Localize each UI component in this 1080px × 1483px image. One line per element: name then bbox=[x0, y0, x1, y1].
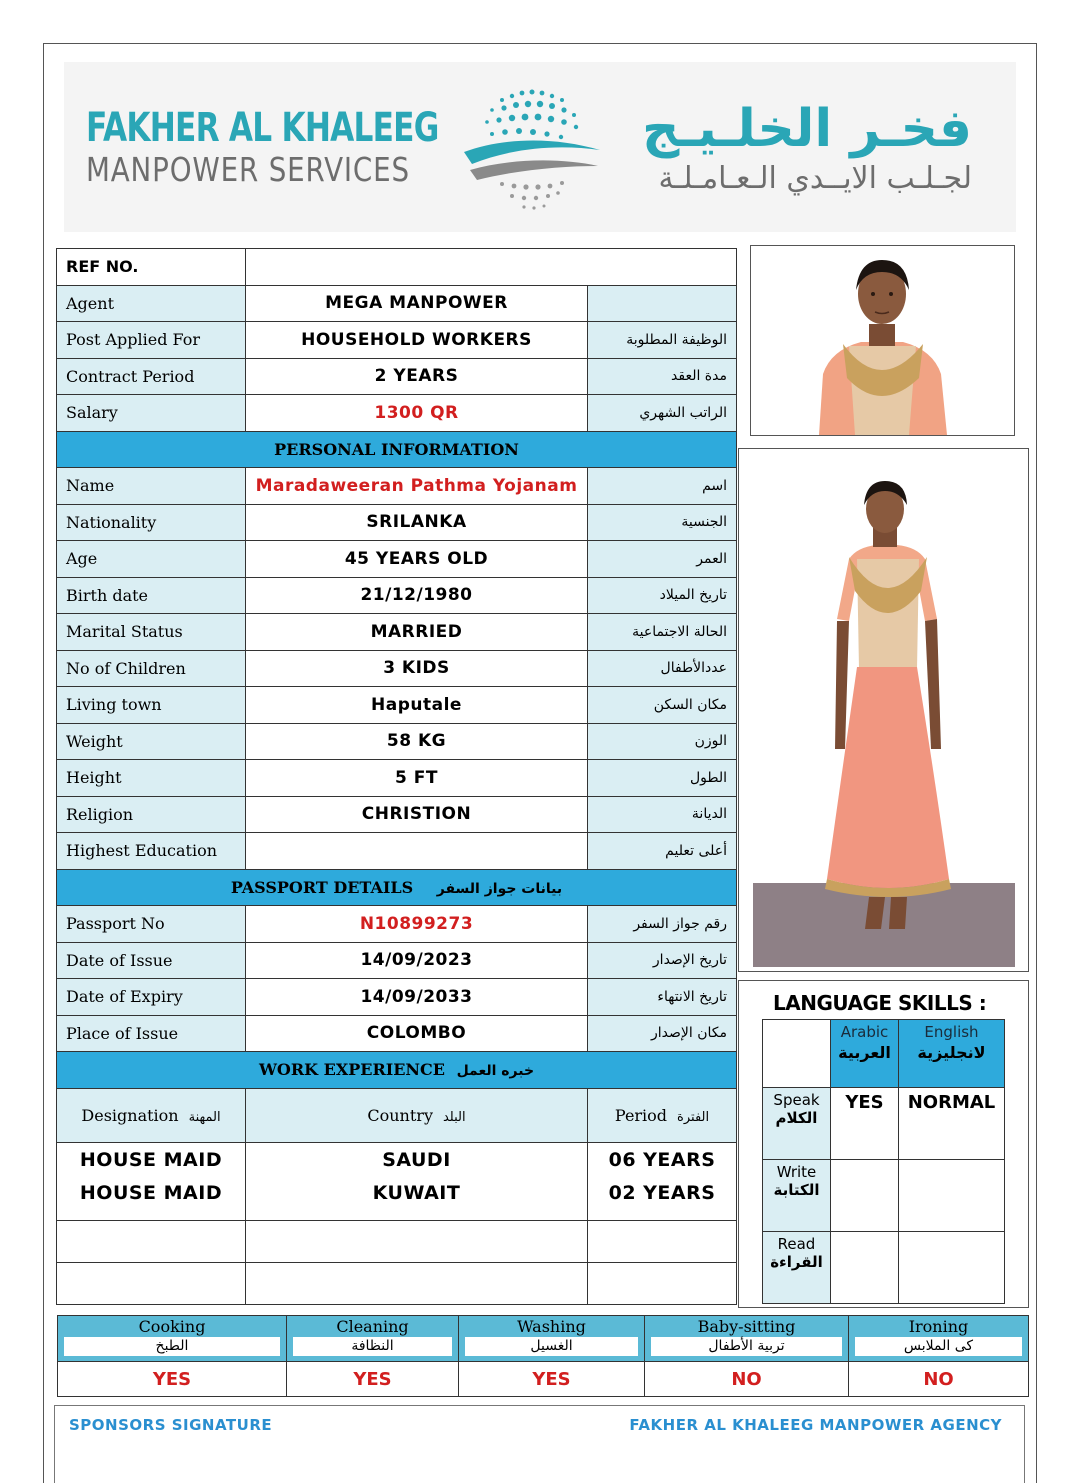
place-of-issue-value: COLOMBO bbox=[246, 1015, 588, 1052]
age-label: Age bbox=[57, 541, 246, 578]
speak-label: Speak الكلام bbox=[763, 1088, 831, 1160]
passport-row bbox=[57, 979, 737, 1016]
living-town-label: Living town bbox=[57, 687, 246, 724]
marital-status-label-ar: الحالة الاجتماعية bbox=[588, 614, 737, 651]
personal-row bbox=[57, 541, 737, 578]
personal-row bbox=[57, 687, 737, 724]
children-value: 3 KIDS bbox=[246, 650, 588, 687]
work-row bbox=[57, 1178, 737, 1220]
passport-title-en: PASSPORT DETAILS bbox=[230, 877, 414, 897]
birth-date-label: Birth date bbox=[57, 577, 246, 614]
work-experience-heading bbox=[57, 1052, 737, 1089]
agency-signature-label: FAKHER AL KHALEEG MANPOWER AGENCY bbox=[629, 1416, 1002, 1434]
issue-date-label-ar: تاريخ الإصدار bbox=[588, 942, 737, 979]
read-row bbox=[763, 1232, 1005, 1304]
education-value bbox=[246, 833, 588, 870]
job-row bbox=[57, 358, 737, 395]
salary-value: 1300 QR bbox=[246, 395, 588, 432]
full-body-photo-image bbox=[739, 449, 1028, 971]
skill-ironing-header: Ironing كى الملابس bbox=[849, 1316, 1029, 1362]
write-english-level bbox=[899, 1160, 1005, 1232]
agent-label: Agent bbox=[57, 285, 246, 322]
skill-washing-value: YES bbox=[459, 1362, 645, 1397]
brand-name-en: FAKHER AL KHALEEG bbox=[86, 105, 439, 151]
nationality-label-ar: الجنسية bbox=[588, 504, 737, 541]
sponsor-signature-label: SPONSORS SIGNATURE bbox=[69, 1416, 273, 1434]
job-row bbox=[57, 285, 737, 322]
arabic-column-header: Arabic العربية bbox=[831, 1020, 899, 1088]
write-row bbox=[763, 1160, 1005, 1232]
skill-babysitting-header: Baby-sitting تربية الأطفال bbox=[645, 1316, 849, 1362]
agent-label-ar bbox=[588, 285, 737, 322]
nationality-label: Nationality bbox=[57, 504, 246, 541]
read-label: Read القراءة bbox=[763, 1232, 831, 1304]
language-skills-panel bbox=[738, 980, 1029, 1308]
passport-title-ar: بيانات جواز السفر bbox=[436, 880, 563, 897]
signature-box bbox=[54, 1405, 1025, 1483]
name-label-ar: اسم bbox=[588, 468, 737, 505]
place-of-issue-label: Place of Issue bbox=[57, 1015, 246, 1052]
skill-babysitting-value: NO bbox=[645, 1362, 849, 1397]
read-english-level bbox=[899, 1232, 1005, 1304]
work-country: KUWAIT bbox=[246, 1178, 588, 1220]
write-arabic-level bbox=[831, 1160, 899, 1232]
height-label-ar: الطول bbox=[588, 760, 737, 797]
work-title-en: WORK EXPERIENCE bbox=[258, 1060, 445, 1080]
skill-washing-header: Washing الغسيل bbox=[459, 1316, 645, 1362]
brand-arabic bbox=[642, 98, 972, 198]
brand-name-ar: فخـر الخلـيـج bbox=[641, 99, 972, 159]
work-row bbox=[57, 1142, 737, 1178]
skills-value-row bbox=[58, 1362, 1029, 1397]
language-skills-table bbox=[762, 1019, 1005, 1304]
personal-row bbox=[57, 614, 737, 651]
post-value: HOUSEHOLD WORKERS bbox=[246, 322, 588, 359]
work-title-ar: خبره العمل bbox=[456, 1063, 535, 1080]
language-skills-title: LANGUAGE SKILLS : bbox=[773, 991, 987, 1015]
read-arabic-level bbox=[831, 1232, 899, 1304]
living-town-label-ar: مكان السكن bbox=[588, 687, 737, 724]
expiry-date-value: 14/09/2033 bbox=[246, 979, 588, 1016]
passport-row bbox=[57, 906, 737, 943]
expiry-date-label-ar: تاريخ الانتهاء bbox=[588, 979, 737, 1016]
passport-no-label-ar: رقم جواز السفر bbox=[588, 906, 737, 943]
job-row bbox=[57, 322, 737, 359]
work-designation: HOUSE MAID bbox=[57, 1142, 246, 1178]
skill-cooking-value: YES bbox=[58, 1362, 287, 1397]
work-period: 02 YEARS bbox=[588, 1178, 737, 1220]
work-header-row bbox=[57, 1088, 737, 1142]
personal-info-heading: PERSONAL INFORMATION bbox=[57, 431, 737, 468]
ref-no-label: REF NO. bbox=[57, 249, 246, 286]
personal-row bbox=[57, 468, 737, 505]
cv-details-table bbox=[56, 248, 737, 1305]
designation-header: Designation المهنة bbox=[57, 1088, 246, 1142]
expiry-date-label: Date of Expiry bbox=[57, 979, 246, 1016]
name-label: Name bbox=[57, 468, 246, 505]
work-skills-table bbox=[57, 1315, 1029, 1397]
skills-header-row bbox=[58, 1316, 1029, 1362]
brand-subtitle-ar: لجـلـب الايــدي الـعـامـلـة bbox=[658, 161, 972, 196]
skill-cleaning-header: Cleaning النظافة bbox=[287, 1316, 459, 1362]
work-row-empty bbox=[57, 1262, 737, 1304]
salary-label: Salary bbox=[57, 395, 246, 432]
place-of-issue-label-ar: مكان الإصدار bbox=[588, 1015, 737, 1052]
passport-no-value: N10899273 bbox=[246, 906, 588, 943]
personal-row bbox=[57, 650, 737, 687]
personal-row bbox=[57, 760, 737, 797]
passport-row bbox=[57, 1015, 737, 1052]
education-label: Highest Education bbox=[57, 833, 246, 870]
weight-label: Weight bbox=[57, 723, 246, 760]
ref-no-value bbox=[246, 249, 737, 286]
education-label-ar: أعلى تعليم bbox=[588, 833, 737, 870]
skill-ironing-value: NO bbox=[849, 1362, 1029, 1397]
children-label-ar: عددالأطفال bbox=[588, 650, 737, 687]
personal-row bbox=[57, 504, 737, 541]
contract-value: 2 YEARS bbox=[246, 358, 588, 395]
personal-row bbox=[57, 577, 737, 614]
height-label: Height bbox=[57, 760, 246, 797]
children-label: No of Children bbox=[57, 650, 246, 687]
salary-label-ar: الراتب الشهري bbox=[588, 395, 737, 432]
country-header: Country البلد bbox=[246, 1088, 588, 1142]
period-header: Period الفترة bbox=[588, 1088, 737, 1142]
passport-details-heading bbox=[57, 869, 737, 906]
language-corner-cell bbox=[763, 1020, 831, 1088]
work-designation: HOUSE MAID bbox=[57, 1178, 246, 1220]
work-period: 06 YEARS bbox=[588, 1142, 737, 1178]
work-row-empty bbox=[57, 1220, 737, 1262]
nationality-value: SRILANKA bbox=[246, 504, 588, 541]
name-value: Maradaweeran Pathma Yojanam bbox=[246, 468, 588, 505]
weight-label-ar: الوزن bbox=[588, 723, 737, 760]
religion-label: Religion bbox=[57, 796, 246, 833]
write-label: Write الكتابة bbox=[763, 1160, 831, 1232]
post-label-ar: الوظيفة المطلوبة bbox=[588, 322, 737, 359]
personal-row bbox=[57, 833, 737, 870]
personal-row bbox=[57, 723, 737, 760]
speak-english-level: NORMAL bbox=[899, 1088, 1005, 1160]
living-town-value: Haputale bbox=[246, 687, 588, 724]
full-body-photo bbox=[738, 448, 1029, 972]
marital-status-value: MARRIED bbox=[246, 614, 588, 651]
marital-status-label: Marital Status bbox=[57, 614, 246, 651]
portrait-photo-image bbox=[751, 246, 1014, 435]
height-value: 5 FT bbox=[246, 760, 588, 797]
speak-arabic-level: YES bbox=[831, 1088, 899, 1160]
issue-date-label: Date of Issue bbox=[57, 942, 246, 979]
age-label-ar: العمر bbox=[588, 541, 737, 578]
job-row bbox=[57, 395, 737, 432]
agent-value: MEGA MANPOWER bbox=[246, 285, 588, 322]
birth-date-label-ar: تاريخ الميلاد bbox=[588, 577, 737, 614]
contract-label: Contract Period bbox=[57, 358, 246, 395]
passport-photo bbox=[750, 245, 1015, 436]
weight-value: 58 KG bbox=[246, 723, 588, 760]
religion-label-ar: الديانة bbox=[588, 796, 737, 833]
post-label: Post Applied For bbox=[57, 322, 246, 359]
globe-logo-icon bbox=[462, 80, 602, 215]
brand-subtitle-en: MANPOWER SERVICES bbox=[86, 150, 410, 189]
passport-no-label: Passport No bbox=[57, 906, 246, 943]
work-country: SAUDI bbox=[246, 1142, 588, 1178]
passport-row bbox=[57, 942, 737, 979]
contract-label-ar: مدة العقد bbox=[588, 358, 737, 395]
english-column-header: English لانجليزية bbox=[899, 1020, 1005, 1088]
speak-row bbox=[763, 1088, 1005, 1160]
religion-value: CHRISTION bbox=[246, 796, 588, 833]
skill-cooking-header: Cooking الطبخ bbox=[58, 1316, 287, 1362]
personal-row bbox=[57, 796, 737, 833]
skill-cleaning-value: YES bbox=[287, 1362, 459, 1397]
age-value: 45 YEARS OLD bbox=[246, 541, 588, 578]
letterhead bbox=[64, 62, 1016, 232]
issue-date-value: 14/09/2023 bbox=[246, 942, 588, 979]
birth-date-value: 21/12/1980 bbox=[246, 577, 588, 614]
